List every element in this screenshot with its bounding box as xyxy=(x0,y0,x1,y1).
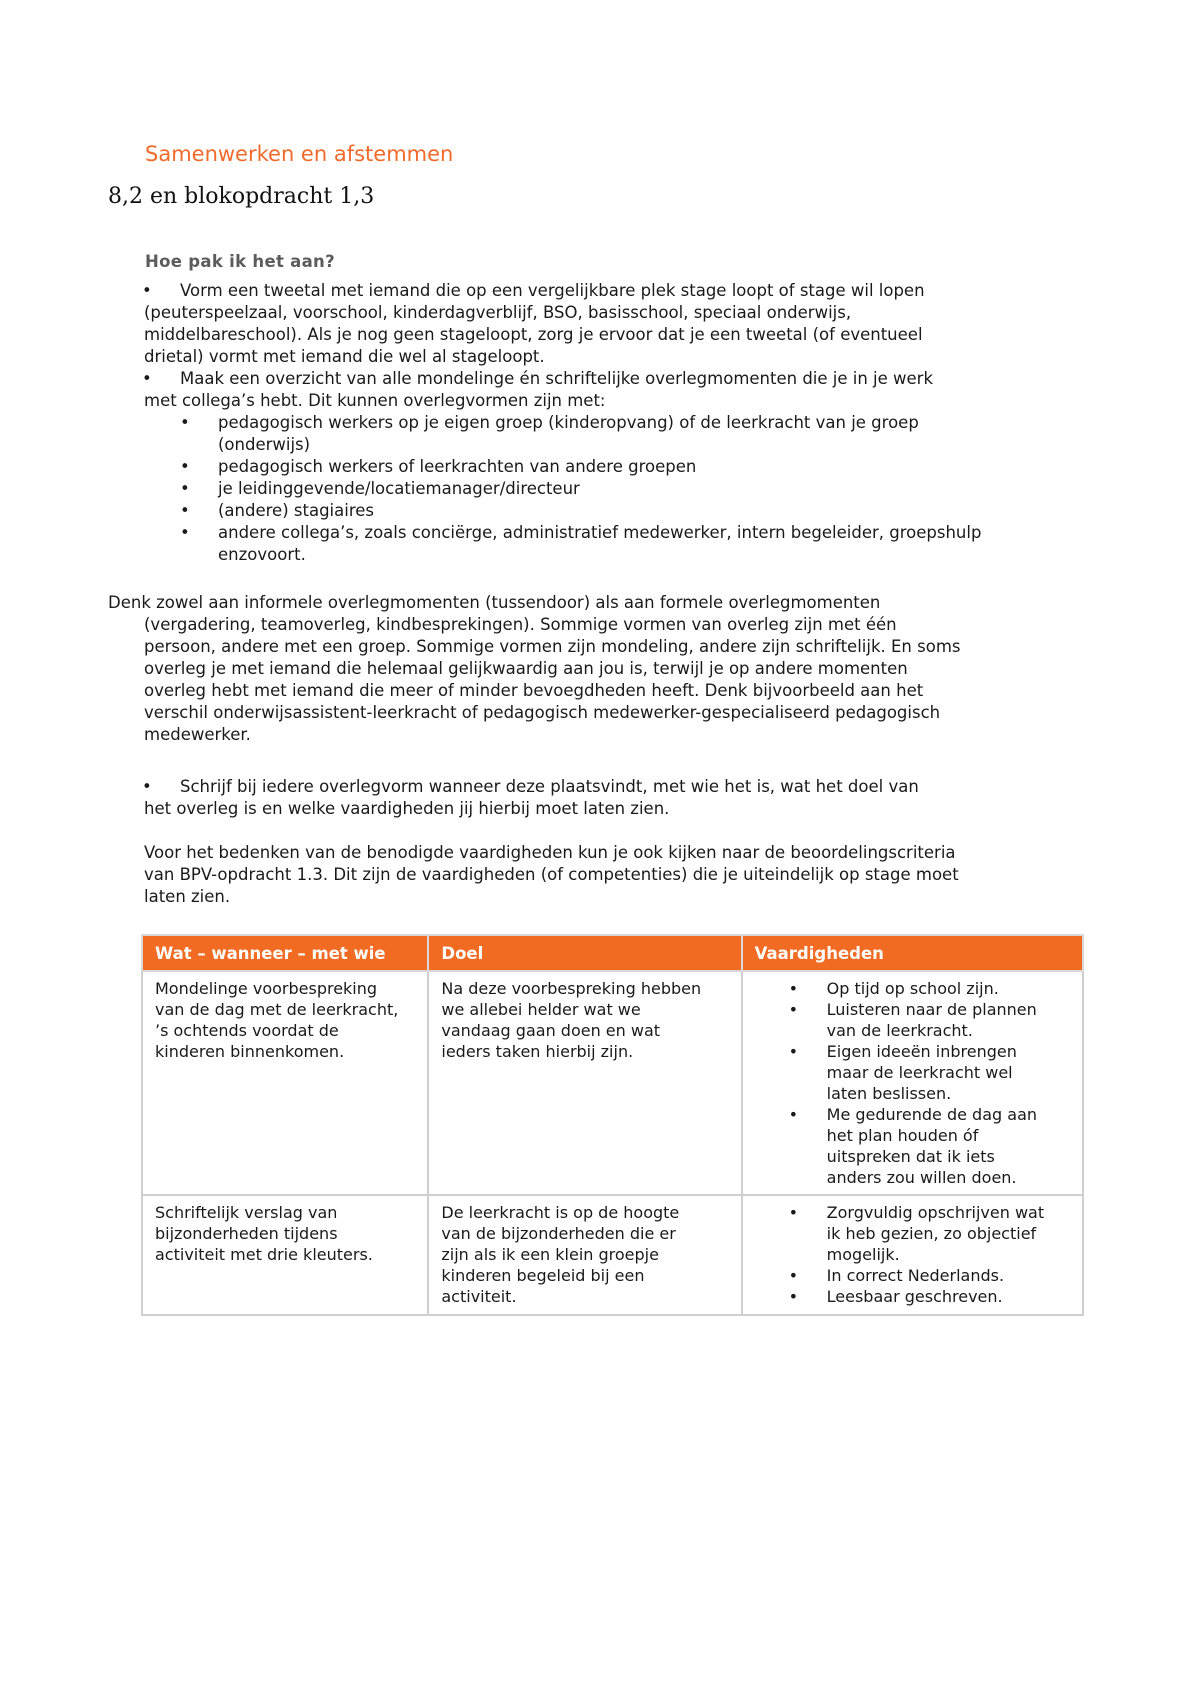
table-row xyxy=(142,1195,1083,1315)
cell-wat: Mondelinge voorbespreking van de dag met de leerkracht, ’s ochtends voordat de kinderen binnenkomen. xyxy=(142,971,428,1195)
paragraph-criteria: Voor het bedenken van de benodigde vaardigheden kun je ook kijken naar de beoordelingscriteria van BPV-opdracht 1.3. Dit zijn de vaardigheden (of competenties) die je uiteindelijk op stage moet laten zien. xyxy=(144,843,959,906)
list-item: • Maak een overzicht van alle mondelinge én schriftelijke overlegmomenten die je in je werk met collega’s hebt. Dit kunnen overlegvormen zijn met: xyxy=(142,369,934,410)
bullet-icon: • xyxy=(142,281,152,300)
cell-wat: Schriftelijk verslag van bijzonderheden tijdens activiteit met drie kleuters. xyxy=(142,1195,428,1315)
header-wat: Wat – wanneer – met wie xyxy=(142,935,428,971)
header-doel: Doel xyxy=(428,935,741,971)
bullet-icon: • xyxy=(180,457,190,476)
table-row xyxy=(142,971,1083,1195)
sub-list-item: • (andere) stagiaires xyxy=(180,501,374,520)
bullet-icon: • xyxy=(180,523,190,542)
cell-vaardigheden xyxy=(742,971,1083,1195)
bullet-icon: • xyxy=(788,1042,799,1061)
header-vaardigheden: Vaardigheden xyxy=(742,935,1083,971)
list-item: • Me gedurende de dag aan het plan houden óf uitspreken dat ik iets anders zou willen doen. xyxy=(788,1105,1038,1187)
sub-list-item: • pedagogisch werkers of leerkrachten van andere groepen xyxy=(180,457,697,476)
overleg-table xyxy=(141,934,1084,1316)
list-item: • Leesbaar geschreven. xyxy=(788,1287,1003,1306)
instruction-list-2 xyxy=(108,776,1128,820)
list-item: • In correct Nederlands. xyxy=(788,1266,1005,1285)
bullet-icon: • xyxy=(142,369,152,388)
bullet-icon: • xyxy=(180,479,190,498)
list-item: • Vorm een tweetal met iemand die op een vergelijkbare plek stage loopt of stage wil lopen (peuterspeelzaal, voorschool, kinderdagverblijf, BSO, basisschool, speciaal onderwijs, middelbareschool). Als je nog geen stageloopt, zorg je ervoor dat je een tweetal (of eventueel drietal) vormt met iemand die wel al stageloopt. xyxy=(142,281,925,366)
cell-doel: Na deze voorbespreking hebben we allebei helder wat we vandaag gaan doen en wat ieders taken hierbij zijn. xyxy=(428,971,741,1195)
list-item: • Schrijf bij iedere overlegvorm wanneer deze plaatsvindt, met wie het is, wat het doel van het overleg is en welke vaardigheden jij hierbij moet laten zien. xyxy=(142,777,919,818)
bullet-icon: • xyxy=(788,1266,799,1285)
instruction-list xyxy=(108,280,1128,566)
table-header-row xyxy=(142,935,1083,971)
bullet-icon: • xyxy=(142,777,152,796)
document-subtitle: 8,2 en blokopdracht 1,3 xyxy=(108,184,375,209)
bullet-icon: • xyxy=(788,1203,799,1222)
bullet-icon: • xyxy=(180,413,190,432)
bullet-icon: • xyxy=(180,501,190,520)
list-item: • Zorgvuldig opschrijven wat ik heb gezien, zo objectief mogelijk. xyxy=(788,1203,1045,1264)
section-heading: Hoe pak ik het aan? xyxy=(145,252,335,271)
bullet-icon: • xyxy=(788,1000,799,1019)
paragraph-overleg: Denk zowel aan informele overlegmomenten (tussendoor) als aan formele overlegmomenten (vergadering, teamoverleg, kindbesprekingen). Sommige vormen van overleg zijn met één persoon, andere met een groep. Sommige vormen zijn mondeling, andere zijn schriftelijk. En soms overleg je met iemand die helemaal gelijkwaardig aan jou is, terwijl je op andere momenten overleg hebt met iemand die meer of minder bevoegdheden heeft. Denk bijvoorbeeld aan het verschil onderwijsassistent-leerkracht of pedagogisch medewerker-gespecialiseerd pedagogisch medewerker. xyxy=(108,593,961,744)
cell-doel: De leerkracht is op de hoogte van de bijzonderheden die er zijn als ik een klein groepje kinderen begeleid bij een activiteit. xyxy=(428,1195,741,1315)
sub-list-item: • andere collega’s, zoals conciërge, administratief medewerker, intern begeleider, groepshulp enzovoort. xyxy=(180,523,982,564)
list-item: • Eigen ideeën inbrengen maar de leerkracht wel laten beslissen. xyxy=(788,1042,1017,1103)
bullet-icon: • xyxy=(788,1287,799,1306)
list-item: • Op tijd op school zijn. xyxy=(788,979,999,998)
bullet-icon: • xyxy=(788,1105,799,1124)
list-item: • Luisteren naar de plannen van de leerkracht. xyxy=(788,1000,1037,1040)
sub-list-item: • pedagogisch werkers op je eigen groep (kinderopvang) of de leerkracht van je groep (onderwijs) xyxy=(180,413,919,454)
cell-vaardigheden xyxy=(742,1195,1083,1315)
sub-list-item: • je leidinggevende/locatiemanager/directeur xyxy=(180,479,580,498)
bullet-icon: • xyxy=(788,979,799,998)
document-title: Samenwerken en afstemmen xyxy=(145,142,454,166)
